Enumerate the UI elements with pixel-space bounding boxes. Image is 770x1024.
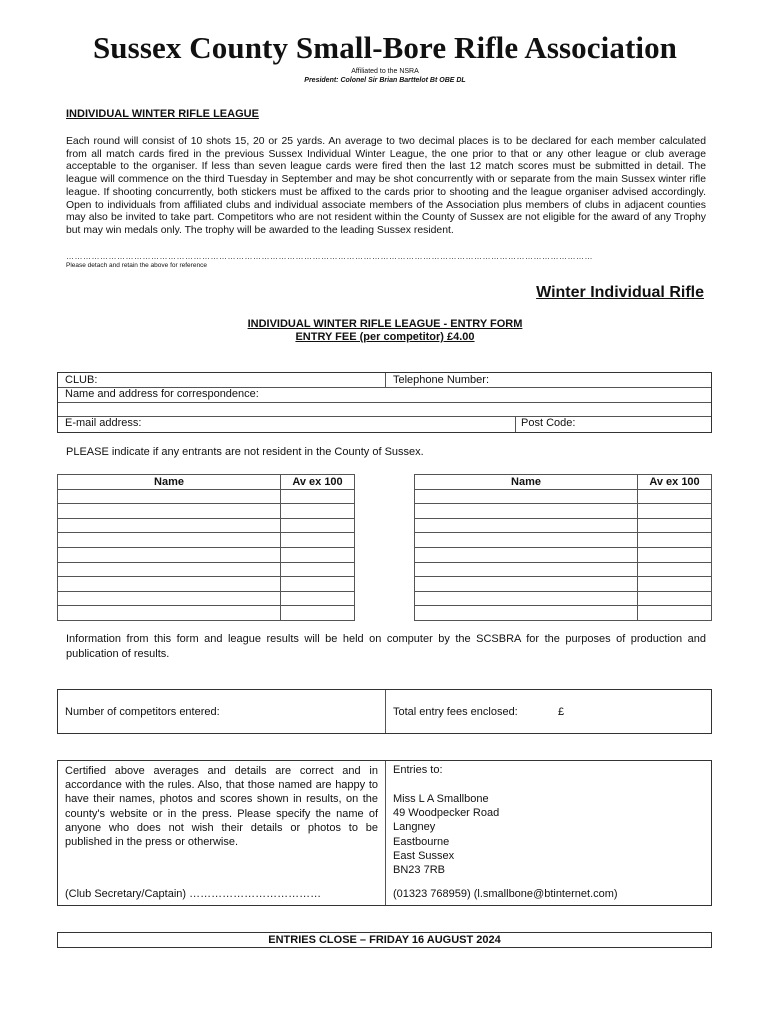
league-description: Each round will consist of 10 shots 15, 20 or 25 yards. An average to two decimal places is to be declared for each member calculated from all match cards fired in the previous Sussex Individual Winter League, the one prior to that or any other league or club average acceptable to the organiser. If less than seven league cards were fired then the last 12 match scores must be submitted in detail. The league will commence on the third Tuesday in September and may be shot concurrently with or separate from the main Sussex winter rifle league. If shooting concurrently, both stickers must be affixed to the cards prior to shooting and the league organiser advised accordingly. Open to individuals from affiliated clubs and individual associate members of the Association plus members of clubs in adjacent counties may also be invited to take part. Competitors who are not resident within the County of Sussex are not eligible for the award of any Trophy but may win medals only. The trophy will be awarded to the leading Sussex resident. bbox=[66, 136, 706, 236]
table-row[interactable] bbox=[415, 518, 712, 533]
table-row[interactable] bbox=[58, 577, 355, 592]
totals-box bbox=[57, 689, 712, 734]
table-row[interactable] bbox=[415, 489, 712, 504]
resident-note: PLEASE indicate if any entrants are not resident in the County of Sussex. bbox=[66, 446, 424, 458]
closing-date: ENTRIES CLOSE – FRIDAY 16 AUGUST 2024 bbox=[268, 934, 501, 946]
table-header-row bbox=[415, 475, 712, 490]
entries-address bbox=[393, 792, 499, 877]
address-line: 49 Woodpecker Road bbox=[393, 807, 500, 820]
club-details-box bbox=[57, 372, 712, 433]
table-row[interactable] bbox=[58, 562, 355, 577]
currency-symbol: £ bbox=[558, 706, 565, 718]
entrants-table-right bbox=[414, 474, 712, 621]
data-protection-notice: Information from this form and league results will be held on computer by the SCSBRA for the purposes of production and publication of results. bbox=[66, 633, 706, 660]
president-line: President: Colonel Sir Brian Barttelot Bt OBE DL bbox=[304, 77, 466, 84]
name-column-header: Name bbox=[58, 475, 281, 490]
table-row[interactable] bbox=[415, 533, 712, 548]
closing-date-box bbox=[57, 932, 712, 948]
certification-statement: Certified above averages and details are correct and in accordance with the rules. Also, that those named are happy to have their names, photos and scores shown in results, on the county's website or in the press. Please specify the name of anyone who does not wish their details or photos to be published in the press or otherwise. bbox=[65, 765, 378, 849]
table-row[interactable] bbox=[415, 591, 712, 606]
entry-form-heading: INDIVIDUAL WINTER RIFLE LEAGUE - ENTRY FORM bbox=[247, 318, 523, 330]
table-row[interactable] bbox=[58, 606, 355, 621]
certification-box bbox=[57, 760, 712, 906]
address-line: BN23 7RB bbox=[393, 864, 445, 877]
table-row[interactable] bbox=[415, 504, 712, 519]
table-row[interactable] bbox=[58, 518, 355, 533]
table-row[interactable] bbox=[58, 533, 355, 548]
address-line: Langney bbox=[393, 821, 436, 834]
name-column-header: Name bbox=[415, 475, 638, 490]
average-column-header: Av ex 100 bbox=[638, 475, 712, 490]
table-row[interactable] bbox=[415, 562, 712, 577]
total-fees-field[interactable]: Total entry fees enclosed: bbox=[393, 706, 518, 718]
postcode-field[interactable]: Post Code: bbox=[521, 417, 576, 429]
entry-fee: ENTRY FEE (per competitor) £4.00 bbox=[295, 331, 475, 343]
table-row[interactable] bbox=[58, 547, 355, 562]
address-field[interactable]: Name and address for correspondence: bbox=[65, 388, 259, 400]
table-row[interactable] bbox=[58, 489, 355, 504]
organiser-contact: (01323 768959) (l.smallbone@btinternet.com) bbox=[393, 888, 618, 900]
entrants-table-left bbox=[57, 474, 355, 621]
detach-dotted-line: …………………………………………………………………………………………………………………………………………………………………… bbox=[66, 252, 593, 261]
entry-form-title bbox=[0, 318, 770, 344]
table-header-row bbox=[58, 475, 355, 490]
table-row[interactable] bbox=[415, 577, 712, 592]
affiliation-note: Affiliated to the NSRA bbox=[351, 68, 419, 75]
average-column-header: Av ex 100 bbox=[281, 475, 355, 490]
telephone-field[interactable]: Telephone Number: bbox=[393, 374, 490, 386]
address-line: East Sussex bbox=[393, 849, 455, 862]
table-row[interactable] bbox=[58, 504, 355, 519]
detach-note: Please detach and retain the above for reference bbox=[66, 262, 207, 269]
association-title: Sussex County Small-Bore Rifle Association bbox=[92, 30, 678, 65]
secretary-signature-line[interactable]: (Club Secretary/Captain) ……………………………… bbox=[65, 888, 322, 900]
club-field[interactable]: CLUB: bbox=[65, 374, 98, 386]
email-field[interactable]: E-mail address: bbox=[65, 417, 142, 429]
league-heading: INDIVIDUAL WINTER RIFLE LEAGUE bbox=[66, 108, 259, 120]
entries-to-label: Entries to: bbox=[393, 764, 443, 776]
address-line: Miss L A Smallbone bbox=[393, 793, 489, 805]
table-row[interactable] bbox=[415, 547, 712, 562]
form-section-title: Winter Individual Rifle bbox=[536, 284, 704, 301]
address-line: Eastbourne bbox=[393, 835, 450, 848]
competitors-entered-field[interactable]: Number of competitors entered: bbox=[65, 706, 220, 718]
table-row[interactable] bbox=[415, 606, 712, 621]
table-row[interactable] bbox=[58, 591, 355, 606]
